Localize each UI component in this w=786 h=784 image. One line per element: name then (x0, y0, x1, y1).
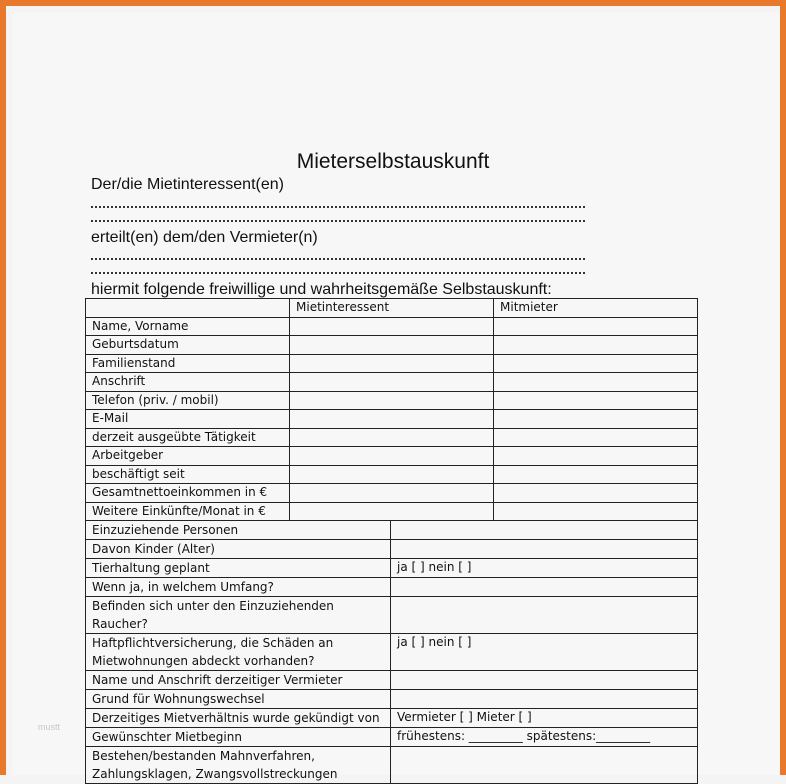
cotenant-cell[interactable] (494, 391, 698, 410)
row-label: Anschrift (86, 373, 290, 392)
tenant-cell[interactable] (290, 447, 494, 466)
table-row (86, 336, 698, 355)
tenant-cell[interactable] (290, 428, 494, 447)
table-header-row (86, 299, 698, 318)
table-row (86, 597, 698, 634)
cotenant-cell[interactable] (494, 410, 698, 429)
table-header: Mietinteressent (290, 299, 494, 318)
tenant-cell[interactable] (290, 484, 494, 503)
table-row (86, 747, 698, 784)
row-label: Gewünschter Mietbeginn (86, 728, 391, 747)
table-row (86, 690, 698, 709)
table-header: Mitmieter (494, 299, 698, 318)
dotted-line (91, 220, 585, 222)
row-label: Weitere Einkünfte/Monat in € (86, 502, 290, 521)
watermark: mustt (38, 722, 61, 732)
table-row (86, 559, 698, 578)
table-row (86, 428, 698, 447)
row-label: beschäftigt seit (86, 465, 290, 484)
table-row (86, 671, 698, 690)
row-label: Wenn ja, in welchem Umfang? (86, 578, 391, 597)
tenant-cell[interactable] (290, 410, 494, 429)
row-label: Name und Anschrift derzeitiger Vermieter (86, 671, 391, 690)
row-label: Befinden sich unter den Einzuziehenden Raucher? (86, 597, 391, 634)
cotenant-cell[interactable] (494, 465, 698, 484)
cotenant-cell[interactable] (494, 317, 698, 336)
answer-cell[interactable] (391, 747, 698, 784)
table-header (86, 299, 290, 318)
table-row (86, 540, 698, 559)
tenant-cell[interactable] (290, 317, 494, 336)
table-row (86, 484, 698, 503)
intro-label: hiermit folgende freiwillige und wahrheitsgemäße Selbstauskunft: (91, 281, 552, 298)
row-label: Einzuziehende Personen (86, 521, 391, 540)
cotenant-cell[interactable] (494, 502, 698, 521)
answer-cell[interactable] (391, 597, 698, 634)
table-row (86, 373, 698, 392)
cotenant-cell[interactable] (494, 484, 698, 503)
self-disclosure-table (85, 298, 698, 784)
answer-cell[interactable]: ja [ ] nein [ ] (391, 634, 698, 671)
row-label: Telefon (priv. / mobil) (86, 391, 290, 410)
cotenant-cell[interactable] (494, 354, 698, 373)
answer-cell[interactable]: Vermieter [ ] Mieter [ ] (391, 709, 698, 728)
row-label: Familienstand (86, 354, 290, 373)
table-row (86, 465, 698, 484)
row-label: Grund für Wohnungswechsel (86, 690, 391, 709)
answer-cell[interactable]: ja [ ] nein [ ] (391, 559, 698, 578)
dotted-line (91, 272, 585, 274)
answer-cell[interactable] (391, 671, 698, 690)
answer-cell[interactable]: frühestens: _________ spätestens:_________ (391, 728, 698, 747)
cotenant-cell[interactable] (494, 447, 698, 466)
row-label: Bestehen/bestanden Mahnverfahren, Zahlungsklagen, Zwangsvollstreckungen (86, 747, 391, 784)
table-row (86, 317, 698, 336)
tenant-cell[interactable] (290, 391, 494, 410)
cotenant-cell[interactable] (494, 373, 698, 392)
cotenant-cell[interactable] (494, 336, 698, 355)
row-label: E-Mail (86, 410, 290, 429)
answer-cell[interactable] (391, 578, 698, 597)
row-label: Davon Kinder (Alter) (86, 540, 391, 559)
table-row (86, 578, 698, 597)
document-title: Mieterselbstauskunft (296, 150, 490, 173)
row-label: Derzeitiges Mietverhältnis wurde gekündigt von (86, 709, 391, 728)
tenant-label: Der/die Mietinteressent(en) (91, 176, 284, 193)
tenant-cell[interactable] (290, 336, 494, 355)
tenant-cell[interactable] (290, 354, 494, 373)
table-row (86, 502, 698, 521)
row-label: Arbeitgeber (86, 447, 290, 466)
table-row (86, 709, 698, 728)
row-label: derzeit ausgeübte Tätigkeit (86, 428, 290, 447)
answer-cell[interactable] (391, 540, 698, 559)
tenant-cell[interactable] (290, 502, 494, 521)
dotted-line (91, 258, 585, 260)
row-label: Gesamtnettoeinkommen in € (86, 484, 290, 503)
landlord-label: erteilt(en) dem/den Vermieter(n) (91, 229, 318, 246)
row-label: Haftpflichtversicherung, die Schäden an Mietwohnungen abdeckt vorhanden? (86, 634, 391, 671)
row-label: Name, Vorname (86, 317, 290, 336)
table-row (86, 728, 698, 747)
table-row (86, 391, 698, 410)
row-label: Tierhaltung geplant (86, 559, 391, 578)
table-row (86, 410, 698, 429)
tenant-cell[interactable] (290, 465, 494, 484)
answer-cell[interactable] (391, 690, 698, 709)
answer-cell[interactable] (391, 521, 698, 540)
table-row (86, 521, 698, 540)
table-row (86, 447, 698, 466)
dotted-line (91, 206, 585, 208)
table-row (86, 634, 698, 671)
cotenant-cell[interactable] (494, 428, 698, 447)
row-label: Geburtsdatum (86, 336, 290, 355)
table-row (86, 354, 698, 373)
tenant-cell[interactable] (290, 373, 494, 392)
